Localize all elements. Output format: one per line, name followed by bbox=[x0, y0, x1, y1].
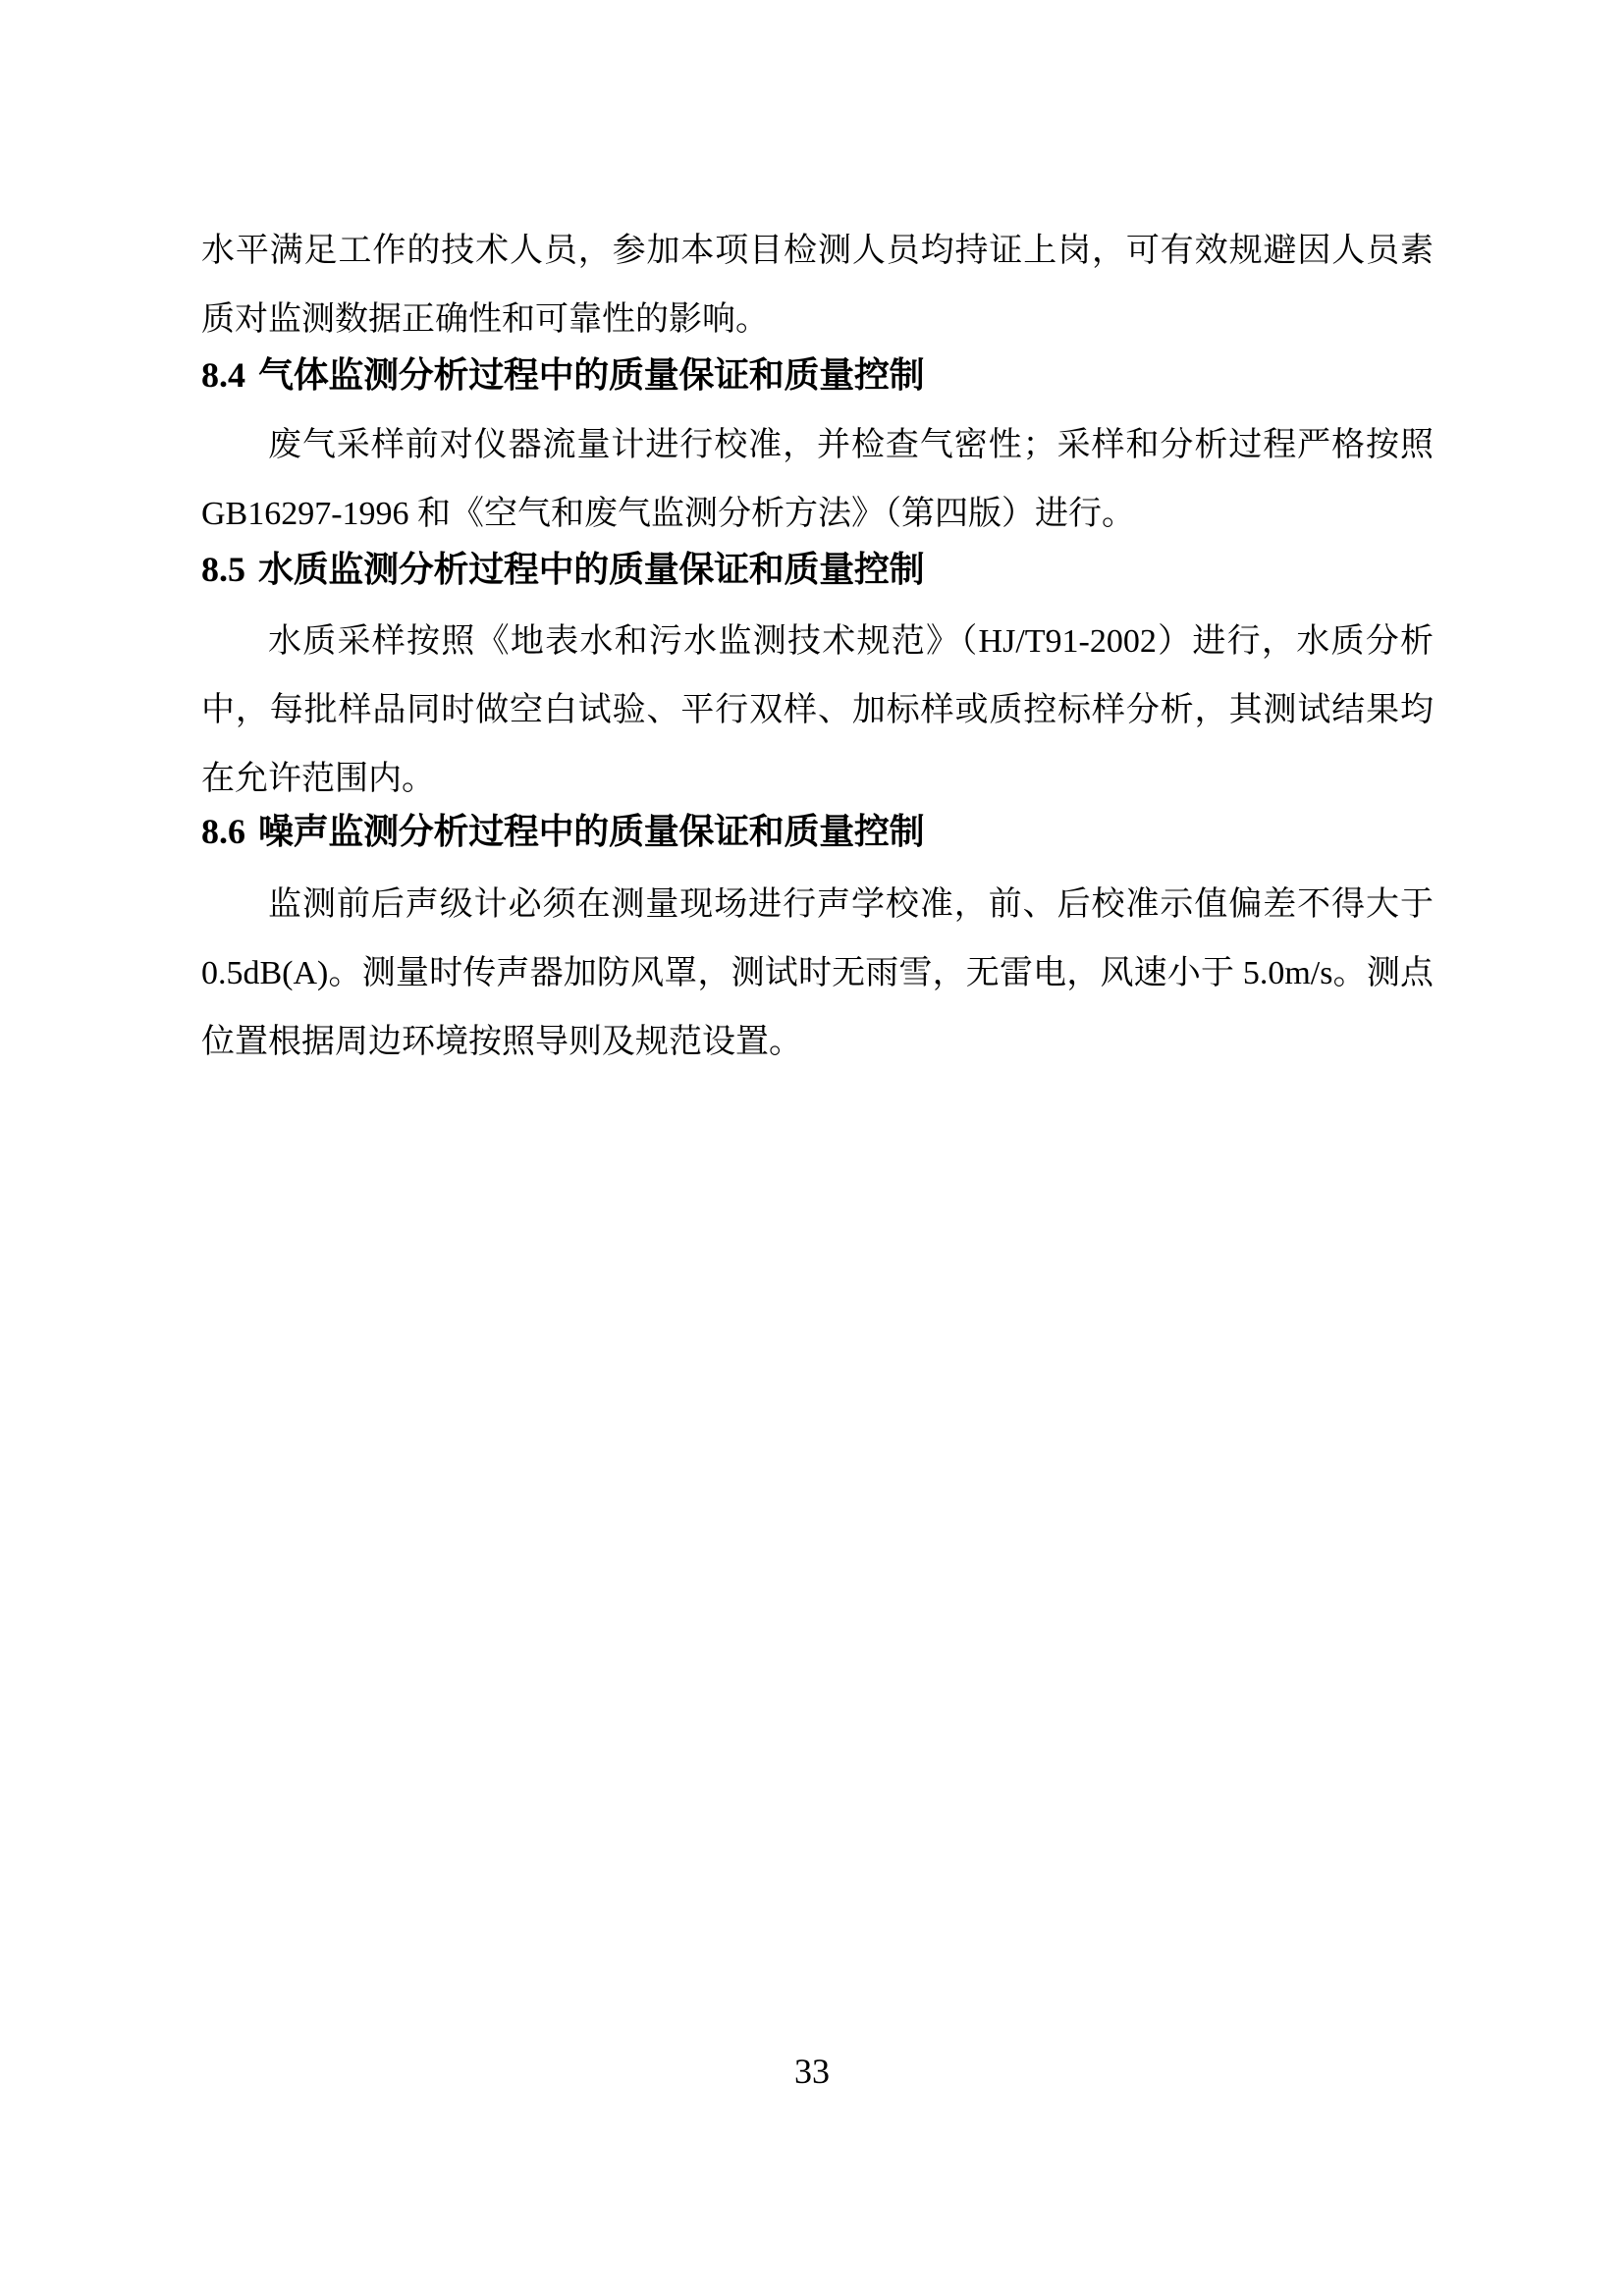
section-body-8-4: 废气采样前对仪器流量计进行校准，并检查气密性；采样和分析过程严格按照 GB16297-1996 和《空气和废气监测分析方法》（第四版）进行。 bbox=[201, 427, 1434, 532]
intro-paragraph: 水平满足工作的技术人员，参加本项目检测人员均持证上岗，可有效规避因人员素质对监测数据正确性和可靠性的影响。 bbox=[201, 233, 1434, 338]
section-number: 8.5 bbox=[201, 549, 245, 589]
section-body-8-5: 水质采样按照《地表水和污水监测技术规范》（HJ/T91-2002）进行，水质分析中，每批样品同时做空白试验、平行双样、加标样或质控标样分析，其测试结果均在允许范围内。 bbox=[201, 623, 1434, 797]
section-title: 气体监测分析过程中的质量保证和质量控制 bbox=[258, 354, 925, 395]
section-title: 水质监测分析过程中的质量保证和质量控制 bbox=[258, 549, 925, 589]
section-heading-8-6 bbox=[201, 796, 1434, 867]
section-title: 噪声监测分析过程中的质量保证和质量控制 bbox=[258, 811, 925, 851]
section-heading-8-5 bbox=[201, 534, 1434, 605]
section-number: 8.6 bbox=[201, 811, 245, 851]
section-body-8-6: 监测前后声级计必须在测量现场进行声学校准，前、后校准示值偏差不得大于 0.5dB(A)。测量时传声器加防风罩，测试时无雨雪，无雷电，风速小于 5.0m/s。测点位置根据周边环境按照导则及规范设置。 bbox=[201, 886, 1434, 1060]
page-number: 33 bbox=[794, 2052, 830, 2091]
section-number: 8.4 bbox=[201, 354, 245, 395]
section-heading-8-4 bbox=[201, 340, 1434, 410]
